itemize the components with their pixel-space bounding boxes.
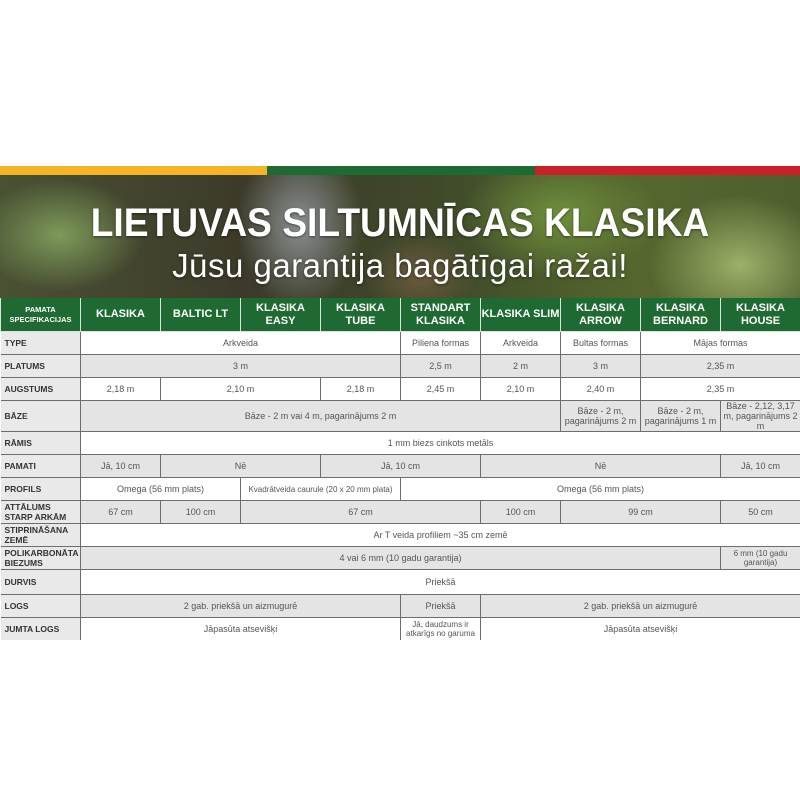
cell: 4 vai 6 mm (10 gadu garantija) bbox=[81, 547, 721, 570]
cell: Priekšā bbox=[81, 570, 800, 595]
cell: 67 cm bbox=[81, 501, 161, 524]
table-row bbox=[1, 618, 800, 641]
cell: Jāpasūta atsevišķi bbox=[481, 618, 800, 641]
table-row bbox=[1, 455, 800, 478]
hero-banner bbox=[0, 175, 800, 298]
table-row bbox=[1, 355, 800, 378]
row-label: RĀMIS bbox=[1, 432, 81, 455]
row-label: LOGS bbox=[1, 595, 81, 618]
cell: 3 m bbox=[81, 355, 401, 378]
model-header: KLASIKA HOUSE bbox=[721, 298, 800, 332]
row-label: JUMTA LOGS bbox=[1, 618, 81, 641]
cell: 2,5 m bbox=[401, 355, 481, 378]
table-row bbox=[1, 332, 800, 355]
cell: Bāze - 2 m vai 4 m, pagarinājums 2 m bbox=[81, 401, 561, 432]
flag-stripe-red bbox=[535, 166, 800, 175]
table-row bbox=[1, 432, 800, 455]
cell: 2 gab. priekšā un aizmugurē bbox=[81, 595, 401, 618]
row-label: TYPE bbox=[1, 332, 81, 355]
row-label: PAMATI bbox=[1, 455, 81, 478]
cell: Arkveida bbox=[481, 332, 561, 355]
table-row bbox=[1, 570, 800, 595]
cell: 2,18 m bbox=[321, 378, 401, 401]
table-row bbox=[1, 378, 800, 401]
cell: Omega (56 mm plats) bbox=[401, 478, 800, 501]
model-header: KLASIKA BERNARD bbox=[641, 298, 721, 332]
cell: 50 cm bbox=[721, 501, 800, 524]
row-label: ATTĀLUMS STARP ARKĀM bbox=[1, 501, 81, 524]
cell: 100 cm bbox=[481, 501, 561, 524]
model-header: KLASIKA TUBE bbox=[321, 298, 401, 332]
model-header: KLASIKA SLIM bbox=[481, 298, 561, 332]
cell: Ar T veida profiliem ~35 cm zemē bbox=[81, 524, 800, 547]
spec-table bbox=[0, 298, 800, 640]
cell: 2 m bbox=[481, 355, 561, 378]
header-row bbox=[1, 298, 800, 332]
cell: Jā, 10 cm bbox=[321, 455, 481, 478]
cell: 2,10 m bbox=[161, 378, 321, 401]
model-header: KLASIKA EASY bbox=[241, 298, 321, 332]
cell: 3 m bbox=[561, 355, 641, 378]
model-header: KLASIKA bbox=[81, 298, 161, 332]
cell: Nē bbox=[481, 455, 721, 478]
cell: 2,45 m bbox=[401, 378, 481, 401]
table-row bbox=[1, 501, 800, 524]
row-label: POLIKARBONĀTA BIEZUMS bbox=[1, 547, 81, 570]
model-header: KLASIKA ARROW bbox=[561, 298, 641, 332]
cell: Priekšā bbox=[401, 595, 481, 618]
model-header: BALTIC LT bbox=[161, 298, 241, 332]
row-label: AUGSTUMS bbox=[1, 378, 81, 401]
cell: Piliena formas bbox=[401, 332, 481, 355]
table-row bbox=[1, 547, 800, 570]
cell: Jā, daudzums ir atkarīgs no garuma bbox=[401, 618, 481, 641]
model-header: STANDART KLASIKA bbox=[401, 298, 481, 332]
cell: Jā, 10 cm bbox=[81, 455, 161, 478]
cell: Bultas formas bbox=[561, 332, 641, 355]
header-label: PAMATA SPECIFIKACIJAS bbox=[1, 298, 81, 332]
row-label: STIPRINĀŠANA ZEMĒ bbox=[1, 524, 81, 547]
cell: 1 mm biezs cinkots metāls bbox=[81, 432, 800, 455]
cell: Omega (56 mm plats) bbox=[81, 478, 241, 501]
cell: 2,40 m bbox=[561, 378, 641, 401]
cell: Jāpasūta atsevišķi bbox=[81, 618, 401, 641]
cell: 6 mm (10 gadu garantija) bbox=[721, 547, 800, 570]
cell: 2,10 m bbox=[481, 378, 561, 401]
cell: 100 cm bbox=[161, 501, 241, 524]
cell: Kvadrātveida caurule (20 x 20 mm plata) bbox=[241, 478, 401, 501]
cell: Bāze - 2 m, pagarinājums 1 m bbox=[641, 401, 721, 432]
cell: 67 cm bbox=[241, 501, 481, 524]
banner-subtitle: Jūsu garantija bagātīgai ražai! bbox=[172, 247, 628, 284]
cell: Arkveida bbox=[81, 332, 401, 355]
row-label: BĀZE bbox=[1, 401, 81, 432]
flag-stripe-yellow bbox=[0, 166, 267, 175]
cell: 2,35 m bbox=[641, 378, 800, 401]
table-row bbox=[1, 524, 800, 547]
cell: Mājas formas bbox=[641, 332, 800, 355]
table-row bbox=[1, 401, 800, 432]
flag-stripe-green bbox=[267, 166, 535, 175]
banner-title: LIETUVAS SILTUMNĪCAS KLASIKA bbox=[90, 201, 710, 245]
row-label: DURVIS bbox=[1, 570, 81, 595]
cell: 2 gab. priekšā un aizmugurē bbox=[481, 595, 800, 618]
row-label: PROFILS bbox=[1, 478, 81, 501]
row-label: PLATUMS bbox=[1, 355, 81, 378]
table-row bbox=[1, 595, 800, 618]
cell: Bāze - 2 m, pagarinājums 2 m bbox=[561, 401, 641, 432]
table-row bbox=[1, 478, 800, 501]
cell: Jā, 10 cm bbox=[721, 455, 800, 478]
cell: 2,35 m bbox=[641, 355, 800, 378]
cell: Bāze - 2,12, 3,17 m, pagarinājums 2 m bbox=[721, 401, 800, 432]
cell: 2,18 m bbox=[81, 378, 161, 401]
cell: 99 cm bbox=[561, 501, 721, 524]
cell: Nē bbox=[161, 455, 321, 478]
